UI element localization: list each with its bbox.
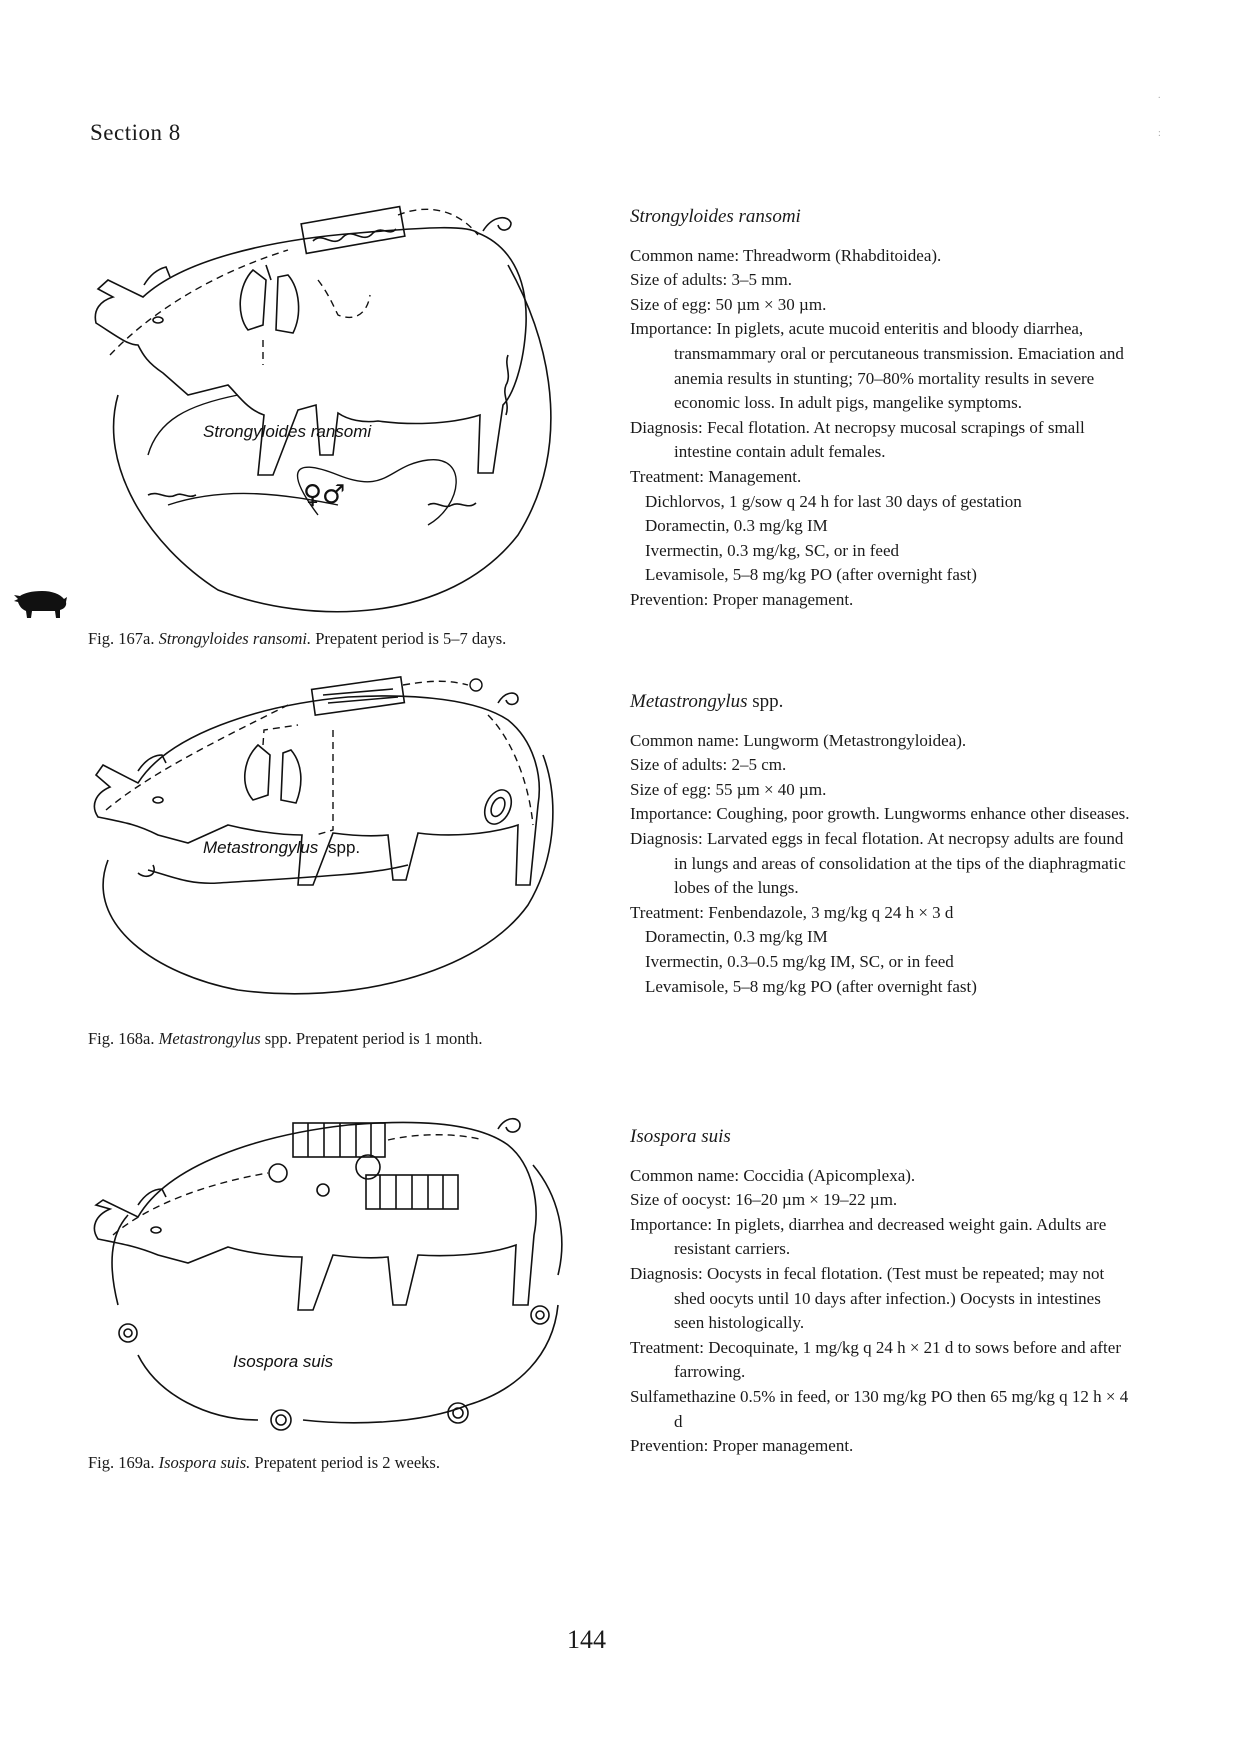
diagnosis: Diagnosis: Fecal flotation. At necropsy mucosal scrapings of small intestine contain adult females. bbox=[630, 417, 1085, 462]
prevention: Prevention: Proper management. bbox=[630, 589, 854, 609]
importance: Importance: In piglets, diarrhea and decreased weight gain. Adults are resistant carriers. bbox=[630, 1214, 1107, 1259]
drug-item: Doramectin, 0.3 mg/kg IM bbox=[645, 516, 828, 536]
figure-label-suffix: spp. bbox=[328, 838, 361, 857]
figure-label: Strongyloides ransomi bbox=[203, 422, 372, 441]
margin-mark: : bbox=[1158, 128, 1161, 139]
diagnosis: Diagnosis: Larvated eggs in fecal flotation. At necropsy adults are found in lungs and areas of consolidation at the tips of the diaphragmatic lobes of the lungs. bbox=[630, 828, 1126, 898]
drug-item: Doramectin, 0.3 mg/kg IM bbox=[645, 927, 828, 947]
drug-item: Levamisole, 5–8 mg/kg PO (after overnight fast) bbox=[645, 565, 977, 585]
strongyloides-lifecycle-diagram bbox=[88, 205, 568, 615]
entry-metastrongylus bbox=[630, 690, 1130, 999]
common-name: Common name: Threadworm (Rhabditoidea). bbox=[630, 245, 942, 265]
figure-label: Isospora suis bbox=[233, 1352, 334, 1371]
size-oocyst: Size of oocyst: 16–20 µm × 19–22 µm. bbox=[630, 1190, 898, 1210]
importance: Importance: In piglets, acute mucoid enteritis and bloody diarrhea, transmammary oral or percutaneous transmission. Emaciation and anemia results in stunting; 70–80% mortality results in severe economic loss. In adult pigs, mangelike symptoms. bbox=[630, 319, 1124, 413]
margin-mark: . bbox=[1158, 90, 1161, 101]
size-adults: Size of adults: 3–5 mm. bbox=[630, 270, 792, 290]
figure-isospora bbox=[88, 1105, 568, 1445]
treatment-alt: Sulfamethazine 0.5% in feed, or 130 mg/kg PO then 65 mg/kg q 12 h × 4 d bbox=[630, 1386, 1129, 1431]
entry-title: Isospora suis bbox=[630, 1126, 731, 1147]
isospora-lifecycle-diagram bbox=[88, 1105, 568, 1445]
entry-title: Metastrongylus spp. bbox=[630, 691, 784, 712]
common-name: Common name: Lungworm (Metastrongyloidea). bbox=[630, 730, 967, 750]
drug-item: Ivermectin, 0.3–0.5 mg/kg IM, SC, or in feed bbox=[645, 951, 954, 971]
treatment: Treatment: Decoquinate, 1 mg/kg q 24 h × 21 d to sows before and after farrowing. bbox=[630, 1337, 1121, 1382]
metastrongylus-lifecycle-diagram bbox=[88, 675, 568, 1010]
drug-item: Dichlorvos, 1 g/sow q 24 h for last 30 days of gestation bbox=[645, 491, 1022, 511]
page-number: 144 bbox=[567, 1625, 606, 1654]
treatment: Treatment: Fenbendazole, 3 mg/kg q 24 h × 3 d bbox=[630, 902, 954, 922]
entry-strongyloides bbox=[630, 205, 1130, 613]
importance: Importance: Coughing, poor growth. Lungworms enhance other diseases. bbox=[630, 804, 1130, 824]
sex-symbols: ♀♂ bbox=[303, 480, 346, 510]
figure-strongyloides bbox=[88, 205, 568, 615]
size-egg: Size of egg: 55 µm × 40 µm. bbox=[630, 779, 827, 799]
figure-label: Metastrongylus bbox=[203, 838, 319, 857]
size-egg: Size of egg: 50 µm × 30 µm. bbox=[630, 294, 827, 314]
common-name: Common name: Coccidia (Apicomplexa). bbox=[630, 1165, 916, 1185]
pig-icon bbox=[12, 585, 68, 624]
entry-title: Strongyloides ransomi bbox=[630, 206, 801, 227]
figure-metastrongylus bbox=[88, 675, 568, 1010]
figure-caption: Fig. 168a. Metastrongylus spp. Prepatent period is 1 month. bbox=[88, 1029, 483, 1048]
diagnosis: Diagnosis: Oocysts in fecal flotation. (Test must be repeated; may not shed oocyts until 10 days after infection.) Oocysts in intestines seen histologically. bbox=[630, 1263, 1105, 1333]
drug-item: Ivermectin, 0.3 mg/kg, SC, or in feed bbox=[645, 540, 900, 560]
figure-caption: Fig. 167a. Strongyloides ransomi. Prepatent period is 5–7 days. bbox=[88, 629, 507, 648]
size-adults: Size of adults: 2–5 cm. bbox=[630, 755, 787, 775]
prevention: Prevention: Proper management. bbox=[630, 1436, 854, 1456]
entry-isospora bbox=[630, 1125, 1130, 1459]
drug-item: Levamisole, 5–8 mg/kg PO (after overnight fast) bbox=[645, 976, 977, 996]
figure-caption: Fig. 169a. Isospora suis. Prepatent period is 2 weeks. bbox=[88, 1453, 440, 1472]
treatment: Treatment: Management. bbox=[630, 466, 802, 486]
section-label: Section 8 bbox=[90, 120, 181, 145]
